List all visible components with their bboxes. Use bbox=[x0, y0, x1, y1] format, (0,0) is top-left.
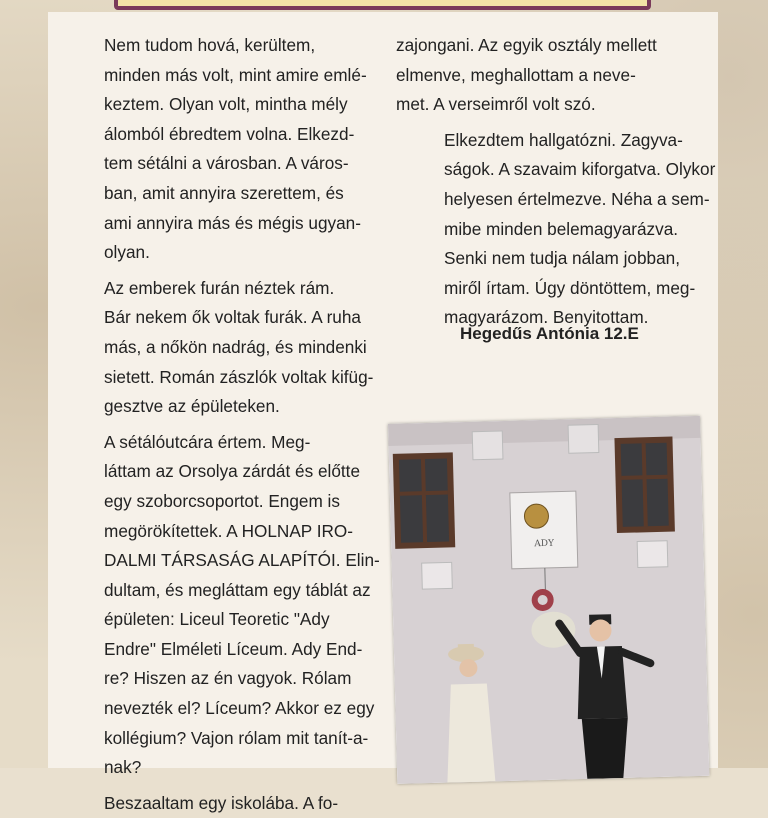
text-line: megörökítettek. A HOLNAP IRO- bbox=[104, 520, 353, 541]
text-line: ságok. A szavaim kiforgatva. Olykor bbox=[444, 159, 716, 180]
left-column bbox=[56, 31, 380, 818]
text-line: épületen: Liceul Teoretic "Ady bbox=[104, 609, 330, 630]
text-line: más, a nőkön nadrág, és mindenki bbox=[104, 336, 367, 357]
photo bbox=[388, 416, 709, 784]
text-line: Az emberek furán néztek rám. bbox=[104, 277, 335, 298]
text-line: re? Hiszen az én vagyok. Rólam bbox=[104, 668, 352, 689]
text-line: tem sétálni a városban. A város- bbox=[104, 153, 349, 174]
text-line: Nem tudom hová, kerültem, bbox=[104, 35, 316, 55]
photo-scene bbox=[388, 416, 709, 784]
text-line: keztem. Olyan volt, mintha mély bbox=[104, 94, 348, 115]
text-line: mibe minden belemagyarázva. bbox=[444, 218, 679, 239]
text-line: dultam, és megláttam egy táblát az bbox=[104, 579, 371, 600]
text-line: Bár nekem ők voltak furák. A ruha bbox=[104, 307, 361, 328]
text-line: nevezték el? Líceum? Akkor ez egy bbox=[104, 698, 375, 719]
plaque-text: ADY bbox=[534, 538, 555, 550]
window-icon bbox=[614, 437, 674, 533]
title-frame bbox=[114, 0, 651, 10]
text-line: met. A verseimről volt szó. bbox=[396, 94, 596, 115]
author-signature: Hegedűs Antónia 12.E bbox=[460, 324, 639, 343]
text-line: miről írtam. Úgy döntöttem, meg- bbox=[444, 277, 696, 298]
paragraph-continued bbox=[396, 31, 716, 120]
text-line: Elkezdtem hallgatózni. Zagyva- bbox=[444, 129, 683, 150]
paragraph-1 bbox=[56, 31, 376, 268]
text-line: helyesen értelmezve. Néha a sem- bbox=[444, 188, 710, 209]
text-line: zajongani. Az egyik osztály mellett bbox=[396, 35, 657, 55]
text-line: kollégium? Vajon rólam mit tanít-a- bbox=[104, 727, 369, 748]
text-line: magyarázom. Benyitottam. bbox=[444, 307, 649, 328]
paragraph-3 bbox=[56, 428, 380, 783]
text-line: olyan. bbox=[104, 242, 150, 263]
text-line: álomból ébredtem volna. Elkezd- bbox=[104, 123, 355, 144]
paragraph-2 bbox=[56, 274, 376, 422]
text-line: egy szoborcsoportot. Engem is bbox=[104, 490, 340, 511]
text-line: elmenve, meghallottam a neve- bbox=[396, 64, 636, 85]
right-column bbox=[396, 31, 716, 333]
text-line: sietett. Román zászlók voltak kifüg- bbox=[104, 366, 374, 387]
text-line: minden más volt, mint amire emlé- bbox=[104, 64, 367, 85]
text-line: ban, amit annyira szerettem, és bbox=[104, 182, 344, 203]
text-line: Endre" Elméleti Líceum. Ady End- bbox=[104, 638, 363, 659]
text-line: A sétálóutcára értem. Meg- bbox=[104, 431, 311, 452]
text-line: nak? bbox=[104, 757, 142, 778]
text-line: gesztve az épületeken. bbox=[104, 396, 280, 417]
text-line: Beszaaltam egy iskolába. A fo- bbox=[104, 792, 339, 813]
text-line: ami annyira más és mégis ugyan- bbox=[104, 212, 361, 233]
paragraph-4 bbox=[56, 789, 376, 818]
text-line: láttam az Orsolya zárdát és előtte bbox=[104, 461, 361, 482]
paragraph-5 bbox=[396, 126, 716, 333]
text-line: DALMI TÁRSASÁG ALAPÍTÓI. Elin- bbox=[104, 550, 380, 571]
window-icon bbox=[393, 452, 455, 549]
text-line: Senki nem tudja nálam jobban, bbox=[444, 248, 681, 269]
plaque-icon bbox=[510, 491, 578, 569]
